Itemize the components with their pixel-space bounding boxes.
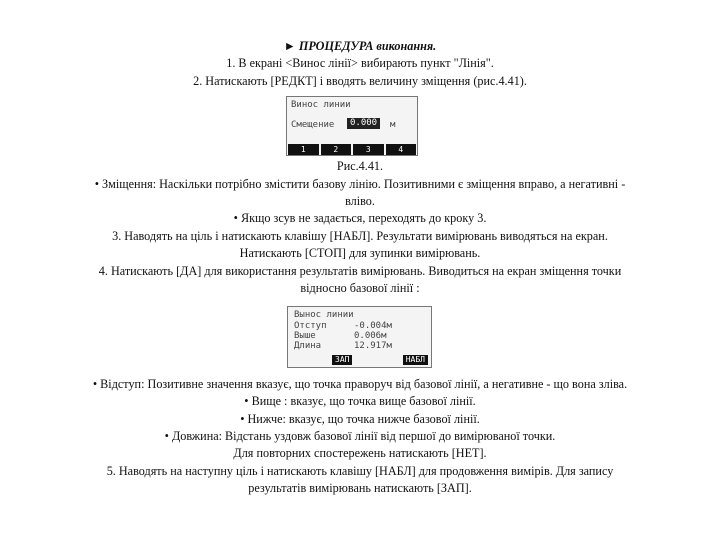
offset-note-line-2: вліво. (345, 194, 375, 208)
row-offset-value: -0.004м (354, 321, 392, 331)
screen-title: Винос линии (291, 100, 351, 110)
figure-caption: Рис.4.41. (336, 159, 384, 173)
softkey-3: 3 (353, 144, 384, 155)
softkey-measure: НАБЛ (403, 355, 428, 365)
softkey-1: 1 (288, 144, 319, 155)
step-3-line-1: 3. Наводять на ціль і натискають клавішу [НАБЛ]. Результати вимірювань виводяться на екран. (112, 229, 608, 243)
step-5-line-1: 5. Наводять на наступну ціль і натискають клавішу [НАБЛ] для продовження вимірів. Для запису (106, 464, 614, 478)
no-offset-note: • Якщо зсув не задається, переходять до кроку 3. (233, 211, 487, 225)
indent-note: • Відступ: Позитивне значення вказує, що точка праворуч від базової лінії, а негативне - що вона зліва. (92, 377, 628, 391)
softkey-record: ЗАП (332, 355, 352, 365)
softkey-2: 2 (321, 144, 352, 155)
result-screen-title: Вынос линии (294, 310, 354, 320)
offset-unit: м (390, 120, 396, 130)
row-above-value: 0.006м (354, 331, 387, 341)
softkey-row (287, 144, 417, 155)
row-above-label: Выше (294, 331, 316, 341)
step-1-text: 1. В екрані <Винос лінії> вибирають пункт "Лінія". (226, 56, 494, 70)
offset-value: 0.000 (347, 118, 380, 129)
step-2-text: 2. Натискають [РЕДКТ] і вводять величину зміщення (рис.4.41). (193, 74, 527, 88)
offset-label: Смещение (291, 120, 335, 130)
offset-note-line-1: • Зміщення: Наскільки потрібно змістити базову лінію. Позитивними є зміщення вправо, а негативні - (94, 177, 626, 191)
below-note: • Нижче: вказує, що точка нижче базової лінії. (240, 412, 480, 426)
figure-4-41-screen (286, 96, 418, 156)
step-3-line-2: Натискають [СТОП] для зупинки вимірювань. (239, 246, 481, 260)
step-5-line-2: результатів вимірювань натискають [ЗАП]. (248, 481, 472, 495)
length-note: • Довжина: Відстань уздовж базової лінії від першої до вимірюваної точки. (164, 429, 556, 443)
repeat-note: Для повторних спостережень натискають [НЕТ]. (233, 446, 487, 460)
row-length-label: Длина (294, 341, 322, 351)
row-offset-label: Отступ (294, 321, 327, 331)
result-screen (287, 306, 432, 368)
row-length-value: 12.917м (354, 341, 392, 351)
step-4-line-1: 4. Натискають [ДА] для використання результатів вимірювань. Виводиться на екран зміщення точки (98, 264, 622, 278)
above-note: • Вище : вказує, що точка вище базової лінії. (244, 394, 476, 408)
procedure-heading: ► ПРОЦЕДУРА виконання. (283, 39, 437, 53)
softkey-4: 4 (386, 144, 417, 155)
step-4-line-2: відносно базової лінії : (300, 281, 420, 295)
